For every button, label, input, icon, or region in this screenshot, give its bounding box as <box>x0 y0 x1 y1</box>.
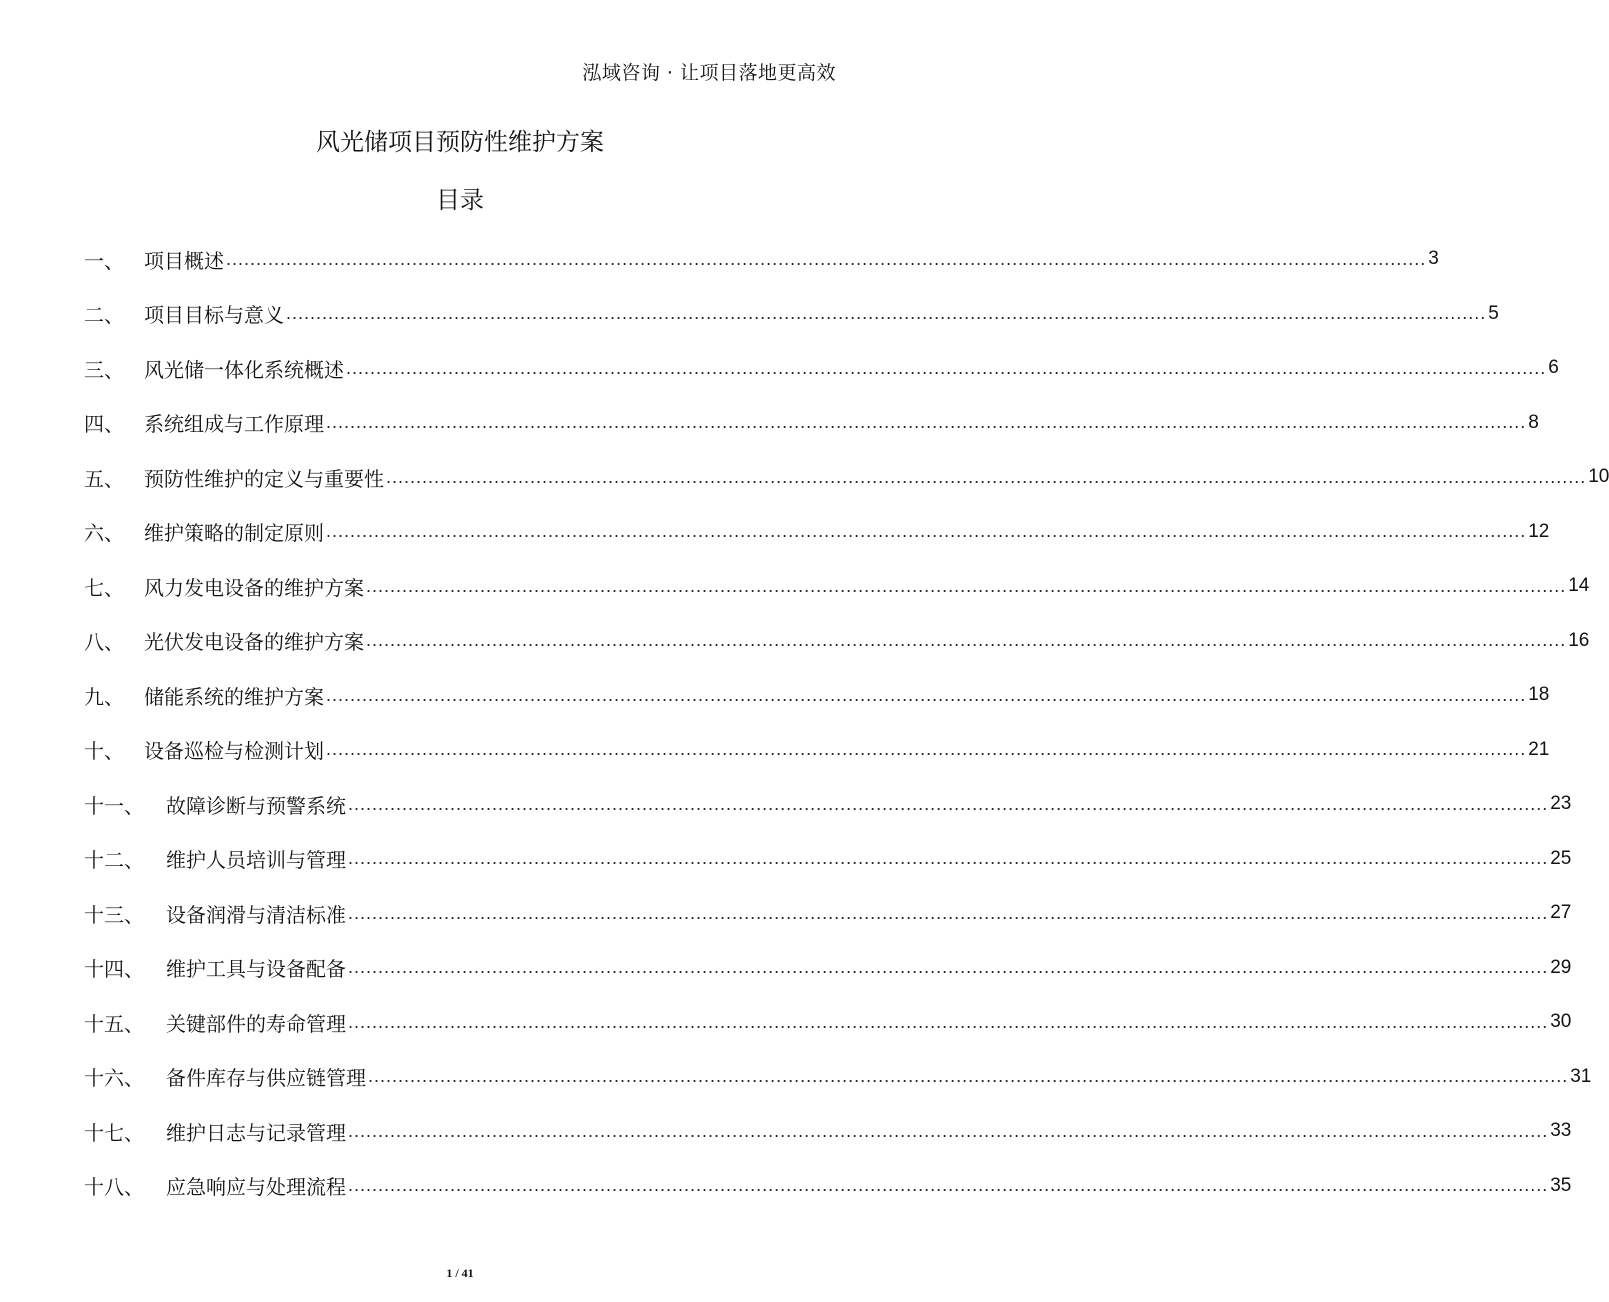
toc-entry-number: 一、 <box>84 248 124 273</box>
toc-entry[interactable] <box>84 1050 1592 1105</box>
toc-entry[interactable] <box>84 1104 1572 1159</box>
toc-entry-page: 35 <box>1550 1174 1572 1196</box>
toc-entry-title: 项目概述 <box>144 248 224 273</box>
toc-entry-page: 29 <box>1550 956 1572 978</box>
toc-dot-leader: ........................................................................................................................................................................................................ <box>226 248 1427 269</box>
toc-dot-leader: ........................................................................................................................................................................................................ <box>366 630 1567 651</box>
toc-dot-leader: ........................................................................................................................................................................................................ <box>348 1120 1549 1141</box>
toc-entry-page: 27 <box>1550 902 1572 924</box>
toc-entry[interactable] <box>84 995 1572 1050</box>
toc-entry-page: 25 <box>1550 847 1572 869</box>
toc-entry[interactable] <box>84 614 1590 669</box>
toc-entry-title: 维护日志与记录管理 <box>166 1120 346 1145</box>
toc-entry-number: 八、 <box>84 630 124 655</box>
toc-entry-page: 8 <box>1528 411 1539 433</box>
toc-entry[interactable] <box>84 396 1539 451</box>
toc-dot-leader: ........................................................................................................................................................................................................ <box>348 902 1549 923</box>
toc-entry-page: 33 <box>1550 1120 1572 1142</box>
toc-entry-number: 十二、 <box>84 848 144 873</box>
toc-entry-page: 16 <box>1568 629 1590 651</box>
toc-dot-leader: ........................................................................................................................................................................................................ <box>348 1011 1549 1032</box>
toc-entry-page: 21 <box>1528 738 1550 760</box>
toc-entry[interactable] <box>84 941 1572 996</box>
toc-dot-leader: ........................................................................................................................................................................................................ <box>326 412 1527 433</box>
toc-dot-leader: ........................................................................................................................................................................................................ <box>346 357 1547 378</box>
toc-entry-title: 维护策略的制定原则 <box>144 521 324 546</box>
toc-entry-number: 十三、 <box>84 902 144 927</box>
toc-dot-leader: ........................................................................................................................................................................................................ <box>326 521 1527 542</box>
toc-entry[interactable] <box>84 505 1550 560</box>
toc-entry-title: 故障诊断与预警系统 <box>166 793 346 818</box>
toc-entry-number: 九、 <box>84 684 124 709</box>
page-number: 1 / 41 <box>446 1266 474 1280</box>
toc-entry[interactable] <box>84 287 1499 342</box>
toc-entry-number: 六、 <box>84 521 124 546</box>
toc-entry[interactable] <box>84 450 1609 505</box>
toc-entry[interactable] <box>84 832 1572 887</box>
toc-entry-number: 十四、 <box>84 957 144 982</box>
toc-entry-title: 风光储一体化系统概述 <box>144 357 344 382</box>
toc-entry-page: 12 <box>1528 520 1550 542</box>
toc-entry-number: 七、 <box>84 575 124 600</box>
toc-entry-title: 系统组成与工作原理 <box>144 412 324 437</box>
toc-entry-title: 关键部件的寿命管理 <box>166 1011 346 1036</box>
page-header: 泓域咨询 · 让项目落地更高效 <box>582 62 836 84</box>
toc-entry-title: 设备巡检与检测计划 <box>144 739 324 764</box>
toc-dot-leader: ........................................................................................................................................................................................................ <box>348 848 1549 869</box>
toc-entry-page: 31 <box>1570 1065 1592 1087</box>
toc-entry-title: 预防性维护的定义与重要性 <box>144 466 384 491</box>
toc-entry-title: 维护工具与设备配备 <box>166 957 346 982</box>
toc-dot-leader: ........................................................................................................................................................................................................ <box>326 684 1527 705</box>
toc-entry-number: 二、 <box>84 303 124 328</box>
toc-dot-leader: ........................................................................................................................................................................................................ <box>348 793 1549 814</box>
toc-entry-number: 十六、 <box>84 1066 144 1091</box>
toc-entry[interactable] <box>84 668 1550 723</box>
toc-entry-page: 6 <box>1548 357 1559 379</box>
toc-entry-title: 设备润滑与清洁标准 <box>166 902 346 927</box>
toc-entry[interactable] <box>84 777 1572 832</box>
toc-entry-number: 十一、 <box>84 793 144 818</box>
toc-entry-number: 十七、 <box>84 1120 144 1145</box>
toc-entry[interactable] <box>84 886 1572 941</box>
toc-entry[interactable] <box>84 723 1550 778</box>
toc-dot-leader: ........................................................................................................................................................................................................ <box>348 1175 1549 1196</box>
toc-entry-title: 维护人员培训与管理 <box>166 848 346 873</box>
toc-entry-page: 18 <box>1528 684 1550 706</box>
toc-entry-number: 四、 <box>84 412 124 437</box>
toc-entry-number: 三、 <box>84 357 124 382</box>
toc-heading: 目录 <box>436 186 484 214</box>
document-title: 风光储项目预防性维护方案 <box>316 128 604 156</box>
toc-entry[interactable] <box>84 1159 1572 1214</box>
toc-dot-leader: ........................................................................................................................................................................................................ <box>348 957 1549 978</box>
toc-entry-page: 23 <box>1550 793 1572 815</box>
toc-dot-leader: ........................................................................................................................................................................................................ <box>286 303 1487 324</box>
toc-entry-number: 十五、 <box>84 1011 144 1036</box>
table-of-contents <box>84 232 1609 1213</box>
toc-dot-leader: ........................................................................................................................................................................................................ <box>386 466 1587 487</box>
toc-entry-title: 风力发电设备的维护方案 <box>144 575 364 600</box>
toc-entry-title: 应急响应与处理流程 <box>166 1175 346 1200</box>
toc-entry-page: 3 <box>1428 248 1439 270</box>
toc-entry-title: 项目目标与意义 <box>144 303 284 328</box>
toc-entry-number: 十八、 <box>84 1175 144 1200</box>
toc-entry[interactable] <box>84 341 1559 396</box>
toc-dot-leader: ........................................................................................................................................................................................................ <box>366 575 1567 596</box>
toc-entry-number: 五、 <box>84 466 124 491</box>
toc-entry-title: 备件库存与供应链管理 <box>166 1066 366 1091</box>
toc-entry-page: 10 <box>1588 466 1609 488</box>
toc-entry-number: 十、 <box>84 739 124 764</box>
toc-entry-page: 30 <box>1550 1011 1572 1033</box>
toc-entry-title: 光伏发电设备的维护方案 <box>144 630 364 655</box>
toc-entry-page: 14 <box>1568 575 1590 597</box>
toc-dot-leader: ........................................................................................................................................................................................................ <box>326 739 1527 760</box>
toc-entry-title: 储能系统的维护方案 <box>144 684 324 709</box>
toc-entry-page: 5 <box>1488 302 1499 324</box>
toc-dot-leader: ........................................................................................................................................................................................................ <box>368 1066 1569 1087</box>
toc-entry[interactable] <box>84 559 1590 614</box>
toc-entry[interactable] <box>84 232 1439 287</box>
